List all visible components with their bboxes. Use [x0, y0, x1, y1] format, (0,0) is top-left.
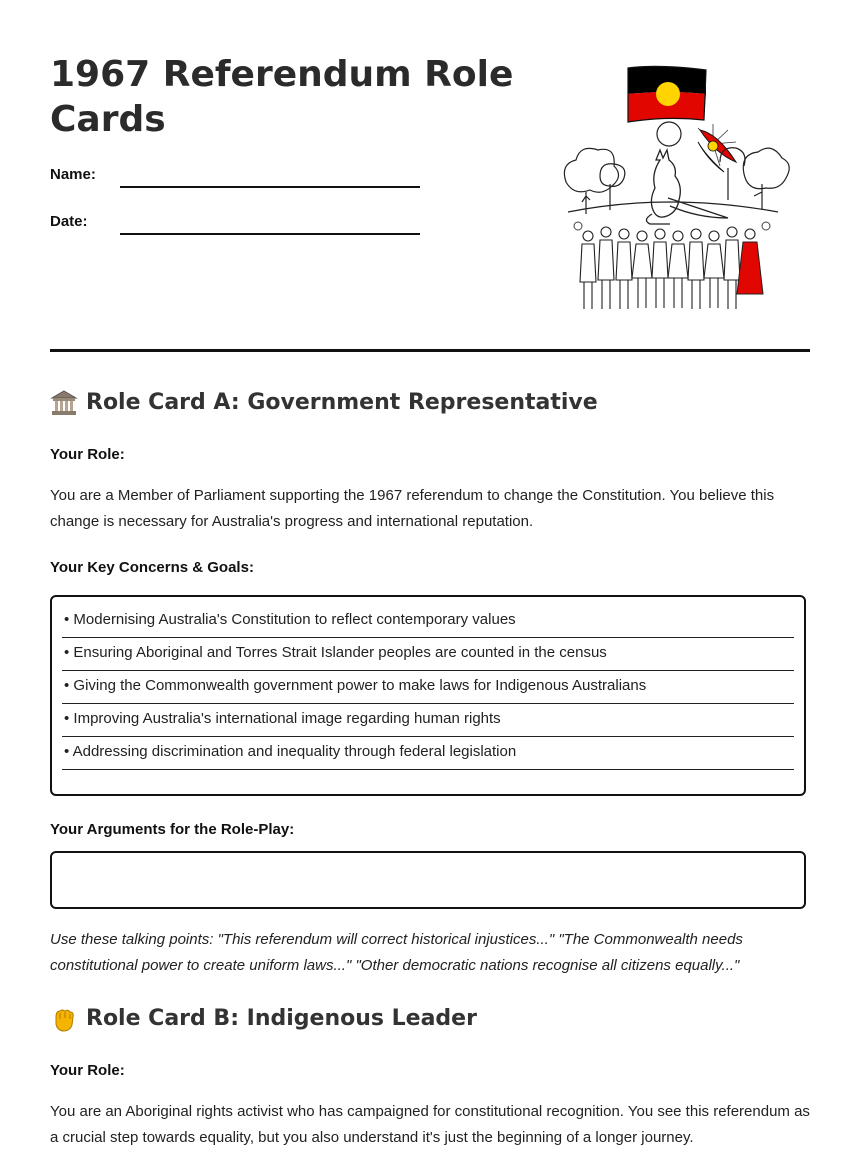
list-item: • Modernising Australia's Constitution to reflect contemporary values — [62, 605, 794, 638]
date-line[interactable] — [120, 233, 420, 235]
person-red-dress-icon — [737, 229, 763, 294]
card-a-role-label: Your Role: — [50, 446, 125, 463]
name-label: Name: — [50, 166, 96, 183]
list-item: • Ensuring Aboriginal and Torres Strait Islander peoples are counted in the census — [62, 638, 794, 671]
section-divider — [50, 349, 810, 352]
card-a-heading — [50, 388, 810, 418]
date-label: Date: — [50, 213, 88, 230]
aboriginal-flag-icon — [628, 66, 706, 122]
list-item: • Giving the Commonwealth government power to make laws for Indigenous Australians — [62, 671, 794, 704]
card-a-concerns-label: Your Key Concerns & Goals: — [50, 559, 254, 576]
trees-icon — [564, 148, 789, 214]
arguments-answer-box[interactable] — [50, 851, 806, 909]
role-card-b — [50, 1004, 810, 1161]
classical-building-icon — [50, 389, 78, 417]
worksheet-header — [50, 52, 810, 332]
name-field[interactable] — [50, 166, 420, 196]
page-title: 1967 Referendum Role Cards — [50, 54, 514, 140]
card-b-title: Role Card B: Indigenous Leader — [86, 1006, 477, 1031]
card-b-heading — [50, 1004, 810, 1034]
date-field[interactable] — [50, 213, 420, 243]
crowd-icon — [580, 227, 740, 309]
referendum-illustration — [548, 64, 793, 309]
card-a-talking-points: Use these talking points: "This referendum will correct historical injustices..." "The Commonwealth needs constitutional power to create uniform laws..." "Other democratic nations recognise all citizens equally..." — [50, 931, 743, 974]
card-b-role-label: Your Role: — [50, 1062, 125, 1079]
name-line[interactable] — [120, 186, 420, 188]
card-a-concerns-box — [50, 595, 806, 796]
list-item: • Addressing discrimination and inequality through federal legislation — [62, 737, 794, 770]
card-a-title: Role Card A: Government Representative — [86, 390, 598, 415]
card-b-role-text: You are an Aboriginal rights activist who has campaigned for constitutional recognition. You see this referendum as a crucial step towards equality, but you also understand it's just the beginning of a longer journey. — [50, 1103, 810, 1146]
kangaroo-icon — [646, 150, 728, 224]
list-item: • Improving Australia's international image regarding human rights — [62, 704, 794, 737]
role-card-a — [50, 388, 810, 988]
card-a-role-text: You are a Member of Parliament supporting the 1967 referendum to change the Constitution. You believe this change is necessary for Australia's progress and international reputation. — [50, 487, 775, 530]
raised-fist-icon — [50, 1005, 78, 1033]
card-a-arguments-label: Your Arguments for the Role-Play: — [50, 821, 295, 838]
